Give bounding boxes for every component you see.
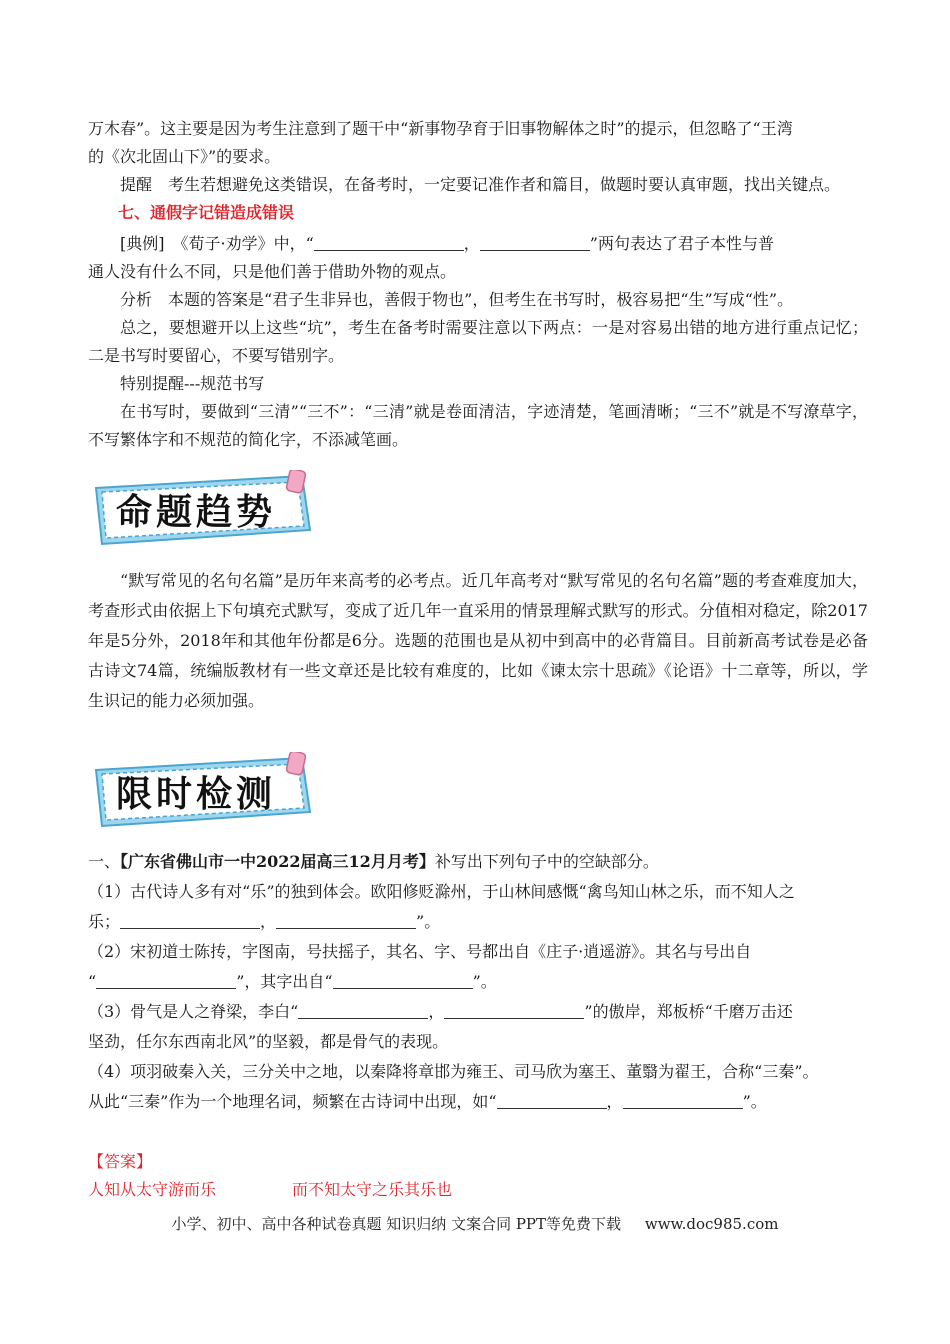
- blank-line: [120, 910, 260, 929]
- writing-paragraph: 在书写时，要做到“三清”“三不”：“三清”就是卷面清洁，字迹清楚，笔画清晰；“三不”就是不写潦草字，不写繁体字和不规范的简化字，不添减笔画。: [88, 402, 868, 449]
- q2-text-c: ”，其字出自“: [236, 972, 333, 991]
- q4-text-c: ，: [606, 1092, 623, 1111]
- blank-line: [96, 970, 236, 989]
- question-3-line-1: [88, 998, 868, 1026]
- question-4-line-2: [88, 1088, 868, 1116]
- question-1-line-1: （1）古代诗人多有对“乐”的独到体会。欧阳修贬滁州，于山林间感慨“禽鸟知山林之乐，而不知人之: [88, 882, 795, 901]
- q2-text-b: “: [88, 972, 97, 991]
- question-4-line-1: （4）项羽破秦入关，三分关中之地，以秦降将章邯为雍王、司马欣为塞王、董翳为翟王，合称“三秦”。: [88, 1062, 819, 1081]
- example-text-b: ，: [463, 234, 480, 253]
- analysis-paragraph: 分析 本题的答案是“君子生非异也，善假于物也”，但考生在书写时，极容易把“生”写成“性”。: [120, 290, 794, 309]
- answer-label: 【答案】: [88, 1152, 153, 1171]
- answer-line: [88, 1178, 452, 1202]
- blank-line: [314, 232, 464, 251]
- example-line-2: 通人没有什么不同，只是他们善于借助外物的观点。: [88, 262, 457, 281]
- q3-text-a: （3）骨气是人之脊梁，李白“: [88, 1002, 299, 1021]
- question-3-line-2: 坚劲，任尔东西南北风”的坚毅，都是骨气的表现。: [88, 1032, 449, 1051]
- q1-text-d: ”。: [416, 912, 441, 931]
- special-reminder: 特别提醒---规范书写: [120, 374, 265, 393]
- question-prefix: 一、: [88, 852, 121, 871]
- blank-line: [276, 910, 416, 929]
- footer-url: www.doc985.com: [644, 1215, 779, 1233]
- question-2-line-1: （2）宋初道士陈抟，字图南，号扶摇子，其名、字、号都出自《庄子·逍遥游》。其名与号出自: [88, 942, 752, 961]
- q1-text-c: ，: [260, 912, 277, 931]
- banner-trend-label: 命题趋势: [116, 492, 277, 533]
- question-instruction: 补写出下列句子中的空缺部分。: [434, 852, 659, 871]
- page-footer: [0, 1213, 950, 1234]
- q4-text-d: ”。: [742, 1092, 767, 1111]
- q1-text-b: 乐；: [88, 912, 121, 931]
- intro-line-1: 万木春”。这主要是因为考生注意到了题干中“新事物孕育于旧事物解体之时”的提示，但忽略了“王湾: [88, 119, 793, 138]
- q2-text-d: ”。: [472, 972, 497, 991]
- answer-1: 人知从太守游而乐: [88, 1180, 217, 1199]
- tip-paragraph: 提醒 考生若想避免这类错误，在备考时，一定要记准作者和篇目，做题时要认真审题，找出关键点。: [120, 175, 841, 194]
- blank-line: [497, 1090, 607, 1109]
- example-text-c: ”两句表达了君子本性与普: [589, 234, 774, 253]
- banner-test: [88, 752, 328, 832]
- example-paragraph: [88, 230, 868, 258]
- q3-text-c: ”的傲岸，郑板桥“千磨万击还: [584, 1002, 793, 1021]
- example-text-a: [典例] 《荀子·劝学》中，“: [120, 234, 314, 253]
- summary-paragraph: 总之，要想避开以上这些“坑”，考生在备考时需要注意以下两点：一是对容易出错的地方进行重点记忆；二是书写时要留心，不要写错别字。: [88, 318, 868, 365]
- blank-line: [623, 1090, 743, 1109]
- footer-text: 小学、初中、高中各种试卷真题 知识归纳 文案合同 PPT等免费下载: [171, 1215, 622, 1233]
- answer-2: 而不知太守之乐其乐也: [292, 1180, 453, 1199]
- blank-line: [333, 970, 473, 989]
- question-2-line-2: [88, 968, 868, 996]
- blank-line: [444, 1000, 584, 1019]
- blank-line: [298, 1000, 428, 1019]
- banner-trend: [88, 470, 328, 550]
- q3-text-b: ，: [428, 1002, 445, 1021]
- question-source: 【广东省佛山市一中2022届高三12月月考】: [120, 852, 435, 871]
- blank-line: [480, 232, 590, 251]
- q4-text-b: 从此“三秦”作为一个地理名词，频繁在古诗词中出现，如“: [88, 1092, 497, 1111]
- section-7-title: 七、通假字记错造成错误: [118, 203, 295, 222]
- question-1-line-2: [88, 908, 868, 936]
- question-header: [88, 848, 868, 876]
- trend-paragraph: “默写常见的名句名篇”是历年来高考的必考点。近几年高考对“默写常见的名句名篇”题的考查难度加大，考查形式由依据上下句填充式默写，变成了近几年一直采用的情景理解式默写的形式。分值相对稳定，除2017年是5分外，2018年和其他年份都是6分。选题的范围也是从初中到高中的必背篇目。目前新高考试卷是必备古诗文74篇，统编版教材有一些文章还是比较有难度的，比如《谏太宗十思疏》《论语》十二章等，所以，学生识记的能力必须加强。: [88, 571, 868, 710]
- intro-line-2: 的《次北固山下》”的要求。: [88, 147, 281, 166]
- banner-test-label: 限时检测: [116, 774, 277, 815]
